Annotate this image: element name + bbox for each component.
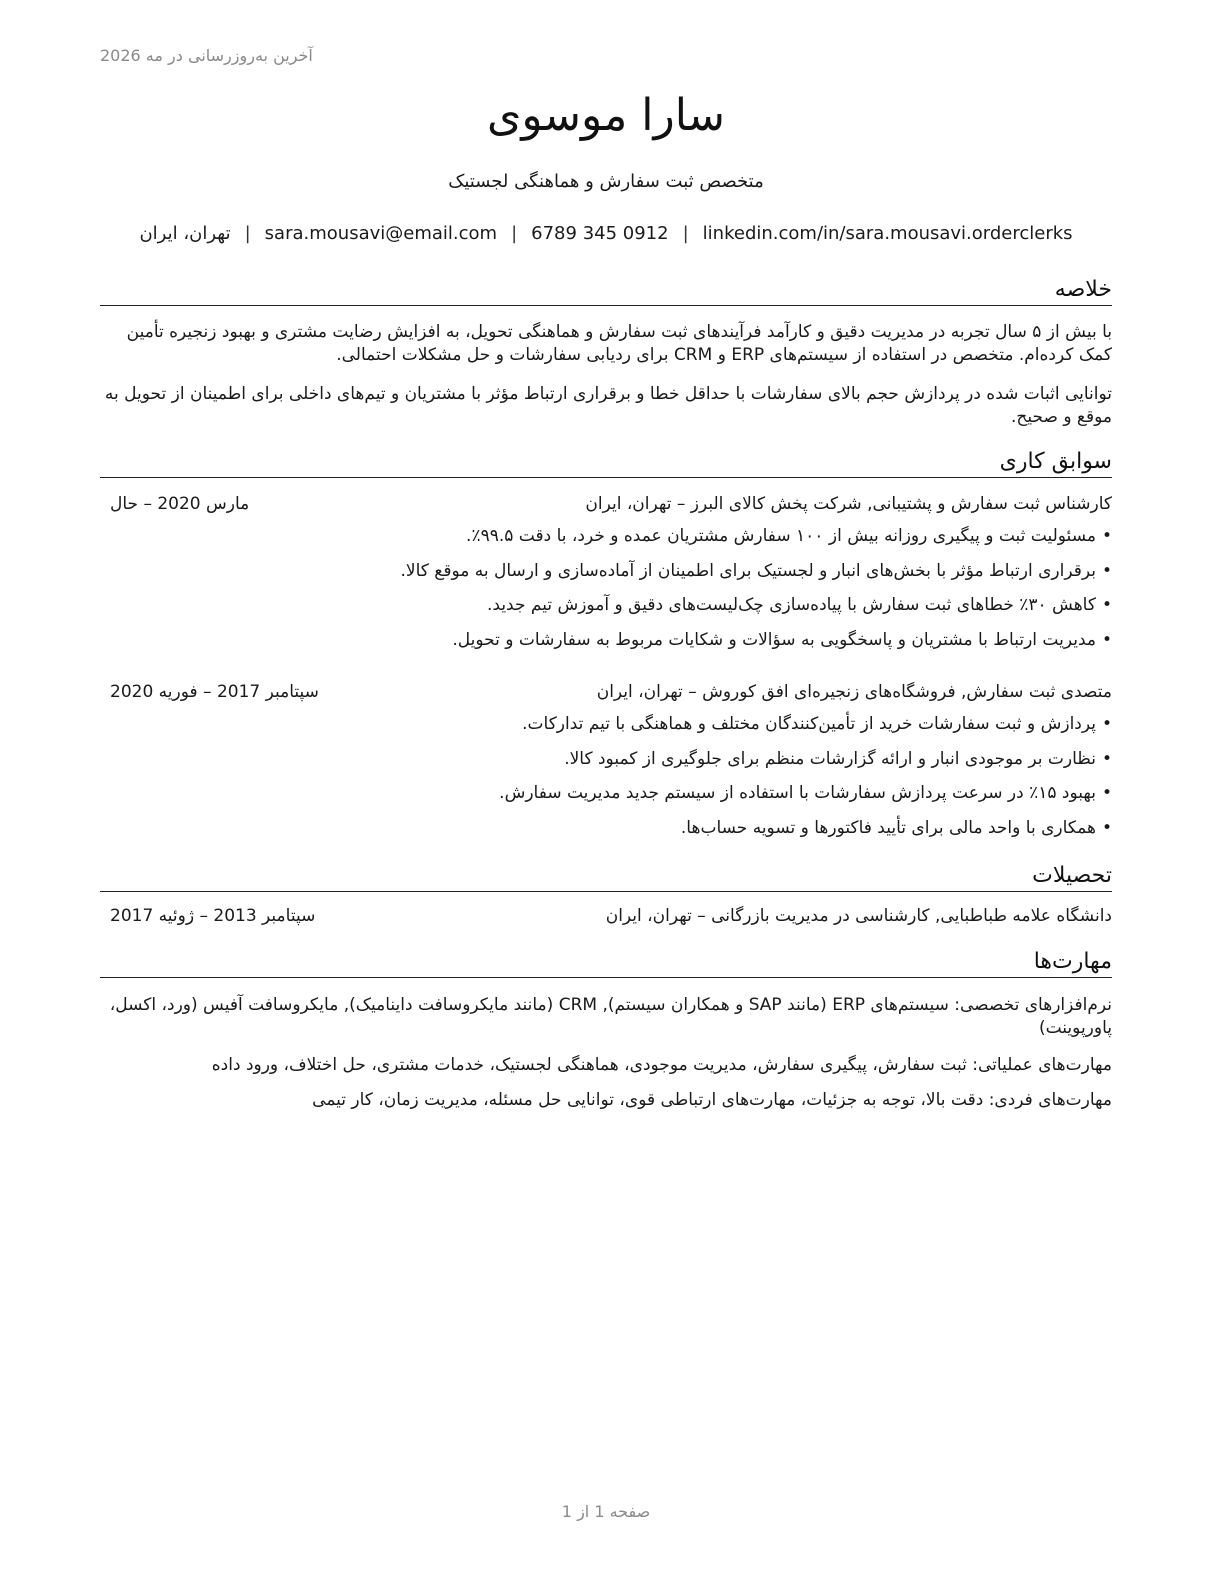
contact-location: تهران، ایران [139,223,231,244]
summary-paragraph-2: توانایی اثبات شده در پردازش حجم بالای سفارشات با حداقل خطا و برقراری ارتباط مؤثر با مشتریان و تیم‌های داخلی برای اطمینان از تحویل به موقع و صحیح. [104,384,1112,427]
list-item: • نظارت بر موجودی انبار و ارائه گزارشات منظم برای جلوگیری از کمبود کالا. [100,747,1112,782]
job-dates: مارس 2020 – حال [110,494,250,514]
contact-separator: | [682,223,689,244]
contact-separator: | [511,223,518,244]
job-header [100,494,1112,518]
experience-heading: سوابق کاری [100,448,1112,478]
list-item: • مسئولیت ثبت و پیگیری روزانه بیش از ۱۰۰ سفارش مشتریان عمده و خرد، با دقت ۹۹.۵٪. [100,524,1112,559]
education-entry [100,906,1112,930]
list-item: • همکاری با واحد مالی برای تأیید فاکتورها و تسویه حساب‌ها. [100,816,1112,851]
list-item: • برقراری ارتباط مؤثر با بخش‌های انبار و لجستیک برای اطمینان از آماده‌سازی و ارسال به موقع کالا. [100,559,1112,594]
skills-line-software: نرم‌افزارهای تخصصی: سیستم‌های ERP (مانند SAP و همکاران سیستم), CRM (مانند مایکروسافت داینامیک), مایکروسافت آفیس (ورد، اکسل، پاورپوینت) [109,995,1112,1038]
list-item: • پردازش و ثبت سفارشات خرید از تأمین‌کنندگان مختلف و هماهنگی با تیم تدارکات. [100,712,1112,747]
job-role: متصدی ثبت سفارش, فروشگاه‌های زنجیره‌ای افق کوروش – تهران، ایران [596,682,1112,702]
education-text: دانشگاه علامه طباطبایی, کارشناسی در مدیریت بازرگانی – تهران، ایران [605,906,1112,926]
contact-email[interactable]: sara.mousavi@email.com [264,223,498,244]
contact-separator: | [244,223,251,244]
person-name: سارا موسوی [486,90,726,141]
skills-line-personal: مهارت‌های فردی: دقت بالا، توجه به جزئیات، مهارت‌های ارتباطی قوی، توانایی حل مسئله، مدیریت زمان، کار تیمی [312,1090,1112,1110]
page-number: صفحه 1 از 1 [561,1502,651,1521]
job-bullets [100,524,1112,662]
contact-linkedin[interactable]: linkedin.com/in/sara.mousavi.orderclerks [702,223,1073,244]
resume-page [100,0,1112,1584]
contact-line [100,223,1112,244]
skills-line-operational: مهارت‌های عملیاتی: ثبت سفارش، پیگیری سفارش، مدیریت موجودی، هماهنگی لجستیک، خدمات مشتری، حل اختلاف، ورود داده [211,1055,1112,1075]
list-item: • مدیریت ارتباط با مشتریان و پاسخگویی به سؤالات و شکایات مربوط به سفارشات و تحویل. [100,628,1112,663]
job-dates: سپتامبر 2017 – فوریه 2020 [110,682,319,702]
contact-phone[interactable]: 0912 345 6789 [531,223,669,244]
summary-heading: خلاصه [100,276,1112,306]
list-item: • بهبود ۱۵٪ در سرعت پردازش سفارشات با استفاده از سیستم جدید مدیریت سفارش. [100,781,1112,816]
job-title: متخصص ثبت سفارش و هماهنگی لجستیک [448,171,764,192]
summary-paragraph-1: با بیش از ۵ سال تجربه در مدیریت دقیق و کارآمد فرآیندهای ثبت سفارش و هماهنگی تحویل، به افزایش رضایت مشتری و بهبود زنجیره تأمین کمک کرده‌ام. متخصص در استفاده از سیستم‌های ERP و CRM برای ردیابی سفارشات و حل مشکلات احتمالی. [126,322,1112,365]
last-updated-note: آخرین به‌روزرسانی در مه 2026 [100,46,313,65]
list-item: • کاهش ۳۰٪ خطاهای ثبت سفارش با پیاده‌سازی چک‌لیست‌های دقیق و آموزش تیم جدید. [100,593,1112,628]
job-role: کارشناس ثبت سفارش و پشتیبانی, شرکت پخش کالای البرز – تهران، ایران [585,494,1112,514]
education-heading: تحصیلات [100,862,1112,892]
job-header [100,682,1112,706]
job-bullets [100,712,1112,850]
education-dates: سپتامبر 2013 – ژوئیه 2017 [110,906,316,926]
skills-heading: مهارت‌ها [100,948,1112,978]
